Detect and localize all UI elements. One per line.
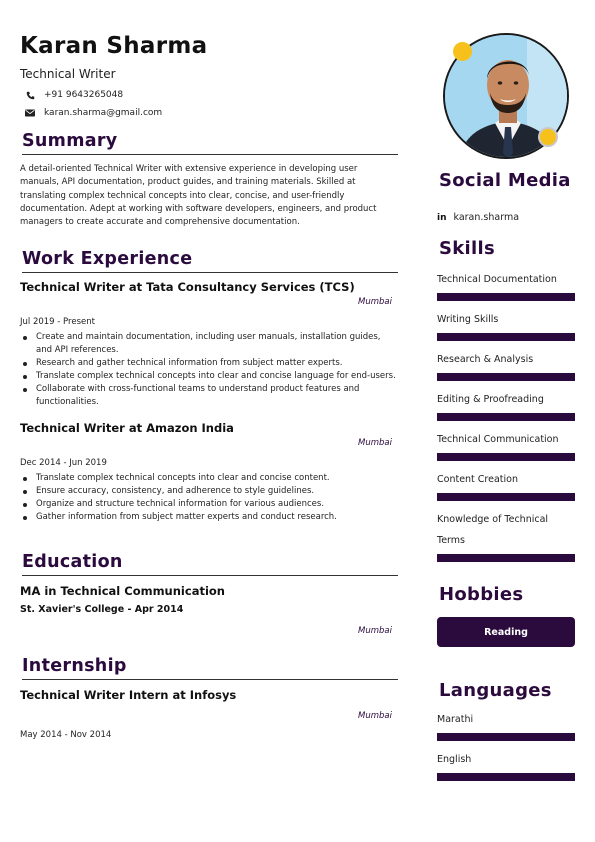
linkedin-handle[interactable]: karan.sharma	[453, 212, 520, 223]
job-dates: Jul 2019 - Present	[20, 317, 95, 328]
skill-bar	[437, 554, 575, 562]
list-item: Ensure accuracy, consistency, and adherence to style guidelines.	[20, 485, 398, 498]
phone-icon	[24, 90, 36, 100]
list-item: Organize and structure technical information for various audiences.	[20, 498, 398, 511]
decorative-dot	[538, 127, 558, 147]
social-media-heading: Social Media	[439, 170, 571, 191]
languages-section	[437, 680, 577, 789]
internship-dates: May 2014 - Nov 2014	[20, 730, 112, 741]
language-bar	[437, 773, 575, 781]
internship-location: Mumbai	[358, 711, 392, 722]
language-name: Marathi	[437, 714, 474, 725]
social-linkedin-row	[437, 212, 519, 223]
job-location: Mumbai	[358, 438, 392, 449]
job-title: Technical Writer at Amazon India	[20, 421, 234, 436]
email-address[interactable]: karan.sharma@gmail.com	[44, 108, 163, 118]
job-dates: Dec 2014 - Jun 2019	[20, 458, 107, 469]
list-item: Gather information from subject matter experts and conduct research.	[20, 511, 398, 524]
languages-heading: Languages	[439, 680, 552, 701]
skill-bar	[437, 333, 575, 341]
skill-name: Research & Analysis	[437, 354, 534, 365]
skill-bar	[437, 493, 575, 501]
hobby-chip-reading[interactable]: Reading	[437, 617, 575, 647]
email-row	[20, 108, 398, 118]
language-bar	[437, 733, 575, 741]
skill-name: Technical Documentation	[437, 274, 557, 285]
job-bullets	[20, 331, 398, 409]
skill-bar	[437, 373, 575, 381]
skill-name: Writing Skills	[437, 314, 499, 325]
candidate-name: Karan Sharma	[20, 33, 208, 59]
decorative-dot	[453, 42, 472, 61]
job-bullets	[20, 472, 398, 524]
skill-name: Editing & Proofreading	[437, 394, 544, 405]
skill-name: Knowledge of Technical Terms	[437, 514, 549, 546]
list-item: Research and gather technical information from subject matter experts.	[20, 357, 398, 370]
list-item: Translate complex technical concepts into clear and concise language for end-users.	[20, 370, 398, 383]
hobbies-heading: Hobbies	[439, 584, 524, 605]
skill-bar	[437, 293, 575, 301]
skills-heading: Skills	[439, 238, 495, 259]
main-column	[20, 30, 398, 740]
phone-number[interactable]: +91 9643265048	[44, 90, 124, 100]
linkedin-icon: in	[437, 212, 447, 223]
job-entry	[20, 280, 398, 409]
skill-bar	[437, 413, 575, 421]
internship-title: Technical Writer Intern at Infosys	[20, 688, 237, 703]
work-experience-heading: Work Experience	[22, 249, 398, 273]
education-heading: Education	[22, 552, 398, 576]
education-entry	[20, 584, 398, 636]
job-location: Mumbai	[358, 297, 392, 308]
education-location: Mumbai	[358, 626, 392, 637]
envelope-icon	[24, 108, 36, 118]
job-title: Technical Writer at Tata Consultancy Services (TCS)	[20, 280, 355, 295]
skill-name: Technical Communication	[437, 434, 559, 445]
skill-name: Content Creation	[437, 474, 518, 485]
profile-photo-frame	[442, 32, 570, 160]
summary-text: A detail-oriented Technical Writer with extensive experience in developing user manuals, API documentation, product guides, and training materials. Skilled at translating complex technical concepts into clear, concise, and user-friendly documentation. Adept at working with software developers, engineers, and product managers to create accurate and comprehensive documentation.	[20, 164, 377, 228]
language-name: English	[437, 754, 472, 765]
list-item: Create and maintain documentation, including user manuals, installation guides, and API references.	[20, 331, 398, 357]
list-item: Collaborate with cross-functional teams to understand product features and functionalities.	[20, 383, 398, 409]
school-name: St. Xavier's College - Apr 2014	[20, 604, 184, 616]
phone-row	[20, 90, 398, 100]
job-entry	[20, 421, 398, 524]
list-item: Translate complex technical concepts into clear and concise content.	[20, 472, 398, 485]
summary-heading: Summary	[22, 131, 398, 155]
skills-section	[437, 238, 577, 570]
internship-heading: Internship	[22, 656, 398, 680]
candidate-title: Technical Writer	[20, 67, 116, 81]
skill-bar	[437, 453, 575, 461]
degree-title: MA in Technical Communication	[20, 584, 225, 599]
internship-entry	[20, 688, 398, 740]
